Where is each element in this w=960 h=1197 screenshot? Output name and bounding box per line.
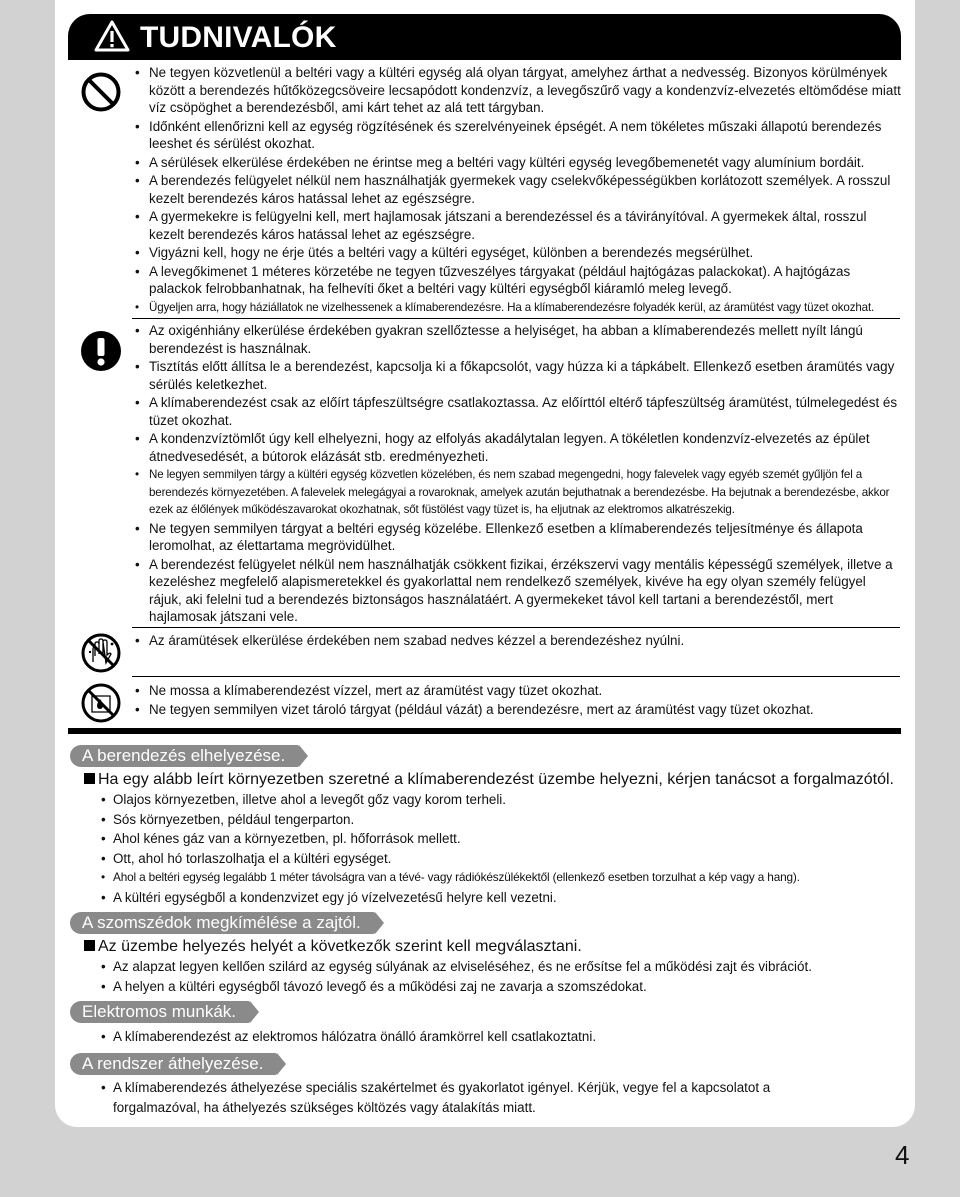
list-item: • Ne tegyen semmilyen vizet tároló tárgyat (például vázát) a berendezésre, mert az áramütést vagy tüzet okozhat. xyxy=(132,701,902,719)
list-item: • A gyermekekre is felügyelni kell, mert hajlamosak játszani a berendezéssel és a távirányítóval. A gyermekek által, rosszul kezelt berendezés káros hatással lehet az egészségre. xyxy=(132,208,902,243)
section-pill-relocation: A rendszer áthelyezése. xyxy=(70,1053,277,1075)
list-item: • Vigyázni kell, hogy ne érje ütés a beltéri vagy a kültéri egységet, különben a berendezés megsérülhet. xyxy=(132,244,902,262)
list-item: • A helyen a kültéri egységből távozó levegő és a működési zaj ne zavarja a szomszédokat. xyxy=(100,977,900,997)
relocation-list xyxy=(100,1078,820,1117)
divider xyxy=(132,676,900,677)
installation-list xyxy=(100,790,900,907)
list-item: • A levegőkimenet 1 méteres körzetébe ne tegyen tűzveszélyes tárgyakat (például hajtógázas palackokat). A hajtógázas palackok felrobbanhatnak, ha felhevíti őket a beltéri vagy kültéri egységből kiáramló meleg levegő. xyxy=(132,263,902,298)
list-item: • Tisztítás előtt állítsa le a berendezést, kapcsolja ki a főkapcsolót, vagy húzza ki a tápkábelt. Ellenkező esetben áramütés vagy sérülés keletkezhet. xyxy=(132,358,902,393)
section-no-water xyxy=(132,682,902,719)
no-water-icon xyxy=(80,682,122,729)
section-no-wet-hands xyxy=(132,632,902,651)
warning-triangle-icon xyxy=(94,20,130,57)
no-wet-hands-icon xyxy=(80,632,122,679)
neighbors-list xyxy=(100,957,900,996)
list-item: • A klímaberendezés áthelyezése speciális szakértelmet és gyakorlatot igényel. Kérjük, vegye fel a kapcsolatot a forgalmazóval, ha áthelyezés szükséges költözés vagy átalakítás miatt. xyxy=(100,1078,820,1117)
list-item: • A sérülések elkerülése érdekében ne érintse meg a beltéri vagy kültéri egység levegőbemenetét vagy alumínium bordáit. xyxy=(132,154,902,172)
section-mandatory xyxy=(132,322,902,627)
divider xyxy=(132,627,900,628)
square-bullet-icon xyxy=(84,773,95,784)
list-item: • A kültéri egységből a kondenzvizet egy jó vízelvezetésű helyre kell vezetni. xyxy=(100,888,900,908)
list-item: • A klímaberendezést csak az előírt tápfeszültségre csatlakoztassa. Az előírttól eltérő tápfeszültség áramütést, túlmelegedést és tüzet okozhat. xyxy=(132,394,902,429)
list-item: • Az áramütések elkerülése érdekében nem szabad nedves kézzel a berendezéshez nyúlni. xyxy=(132,632,902,650)
installation-heading: Ha egy alább leírt környezetben szeretné a klímaberendezést üzembe helyezni, kérjen tanácsot a forgalmazótól. xyxy=(84,770,894,790)
page-number: 4 xyxy=(895,1140,910,1170)
list-item: • Ügyeljen arra, hogy háziállatok ne vizelhessenek a klímaberendezésre. Ha a klímaberendezésre folyadék kerül, az áramütést vagy tüzet okozhat. xyxy=(132,299,902,317)
list-item: • Sós környezetben, például tengerparton. xyxy=(100,810,900,830)
section-divider xyxy=(68,728,901,734)
list-item: • Ne tegyen semmilyen tárgyat a beltéri egység közelébe. Ellenkező esetben a klímaberendezés teljesítménye és állapota leromolhat, az élettartama megrövidülhet. xyxy=(132,520,902,555)
list-item: • Időnként ellenőrizni kell az egység rögzítésének és szerelvényeinek épségét. A nem tökéletes műszaki állapotú berendezés leeshet és sérülést okozhat. xyxy=(132,118,902,153)
list-item: • A berendezést felügyelet nélkül nem használhatják csökkent fizikai, érzékszervi vagy mentális képességű személyek, illetve a kezeléshez megfelelő alapismeretekkel és gyakorlattal nem rendelkező személyek, kivéve ha egy olyan személy felügyel rájuk, aki felelni tud a berendezés biztonságos használatáért. A gyermekeket távol kell tartani a berendezéstől, mert hajlamosak játszani vele. xyxy=(132,556,902,626)
list-item: • Ahol a beltéri egység legalább 1 méter távolságra van a tévé- vagy rádiókészülékektől (ellenkező esetben torzulhat a kép vagy a hang). xyxy=(100,868,900,888)
list-item: • A klímaberendezést az elektromos hálózatra önálló áramkörrel kell csatlakoztatni. xyxy=(100,1027,900,1047)
list-item: • Ahol kénes gáz van a környezetben, pl. hőforrások mellett. xyxy=(100,829,900,849)
list-item: • Az alapzat legyen kellően szilárd az egység súlyának az elviseléséhez, és ne erősítse fel a működési zajt és vibrációt. xyxy=(100,957,900,977)
section-pill-installation: A berendezés elhelyezése. xyxy=(70,745,299,767)
neighbors-heading: Az üzembe helyezés helyét a következők szerint kell megválasztani. xyxy=(84,937,582,957)
section-prohibited xyxy=(132,64,902,317)
list-item: • A kondenzvíztömlőt úgy kell elhelyezni, hogy az elfolyás akadálytalan legyen. A tökéletlen kondenzvíz-elvezetés az épület átnedvesedését, a bútorok elázását stb. eredményezheti. xyxy=(132,430,902,465)
list-item: • Ne legyen semmilyen tárgy a kültéri egység közvetlen közelében, és nem szabad megengedni, hogy falevelek vagy egyéb szemét gyűljön fel a berendezés környezetében. A falevelek melegágyai a rovaroknak, amelyek azután bejuthatnak a berendezésbe. Ha bejutnak a berendezésbe, akkor ezek az élőlények működészavarokat okozhatnak, sőt füstölést vagy tüzet is, ha eljutnak az elektromos alkatrészekig. xyxy=(132,466,902,519)
divider xyxy=(132,318,900,319)
list-item: • Ne mossa a klímaberendezést vízzel, mert az áramütést vagy tüzet okozhat. xyxy=(132,682,902,700)
list-item: • Ott, ahol hó torlaszolhatja el a kültéri egységet. xyxy=(100,849,900,869)
list-item: • Olajos környezetben, illetve ahol a levegőt gőz vagy korom terheli. xyxy=(100,790,900,810)
list-item: • Ne tegyen közvetlenül a beltéri vagy a kültéri egység alá olyan tárgyat, amelyhez árthat a nedvesség. Bizonyos körülmények között a berendezés hűtőközegcsöveire lecsapódott kondenzvíz, a levegőszűrő vagy a kondenzvíz-elvezetés eltömődése miatt víz csöpöghet a berendezésből, ami kárt tehet az alá tett tárgyban. xyxy=(132,64,902,117)
list-item: • A berendezés felügyelet nélkül nem használhatják gyermekek vagy cselekvőképességükben korlátozott személyek. A rosszul kezelt berendezés káros hatással lehet az egészségre. xyxy=(132,172,902,207)
section-pill-electrical: Elektromos munkák. xyxy=(70,1001,250,1023)
square-bullet-icon xyxy=(84,940,95,951)
section-pill-neighbors: A szomszédok megkímélése a zajtól. xyxy=(70,912,375,934)
exclamation-icon xyxy=(80,330,122,377)
electrical-list xyxy=(100,1027,900,1047)
page-title: TUDNIVALÓK xyxy=(140,21,337,54)
list-item: • Az oxigénhiány elkerülése érdekében gyakran szellőztesse a helyiséget, ha abban a klímaberendezés mellett nyílt lángú berendezést is használnak. xyxy=(132,322,902,357)
prohibition-icon xyxy=(80,71,122,118)
warning-banner xyxy=(68,14,901,60)
